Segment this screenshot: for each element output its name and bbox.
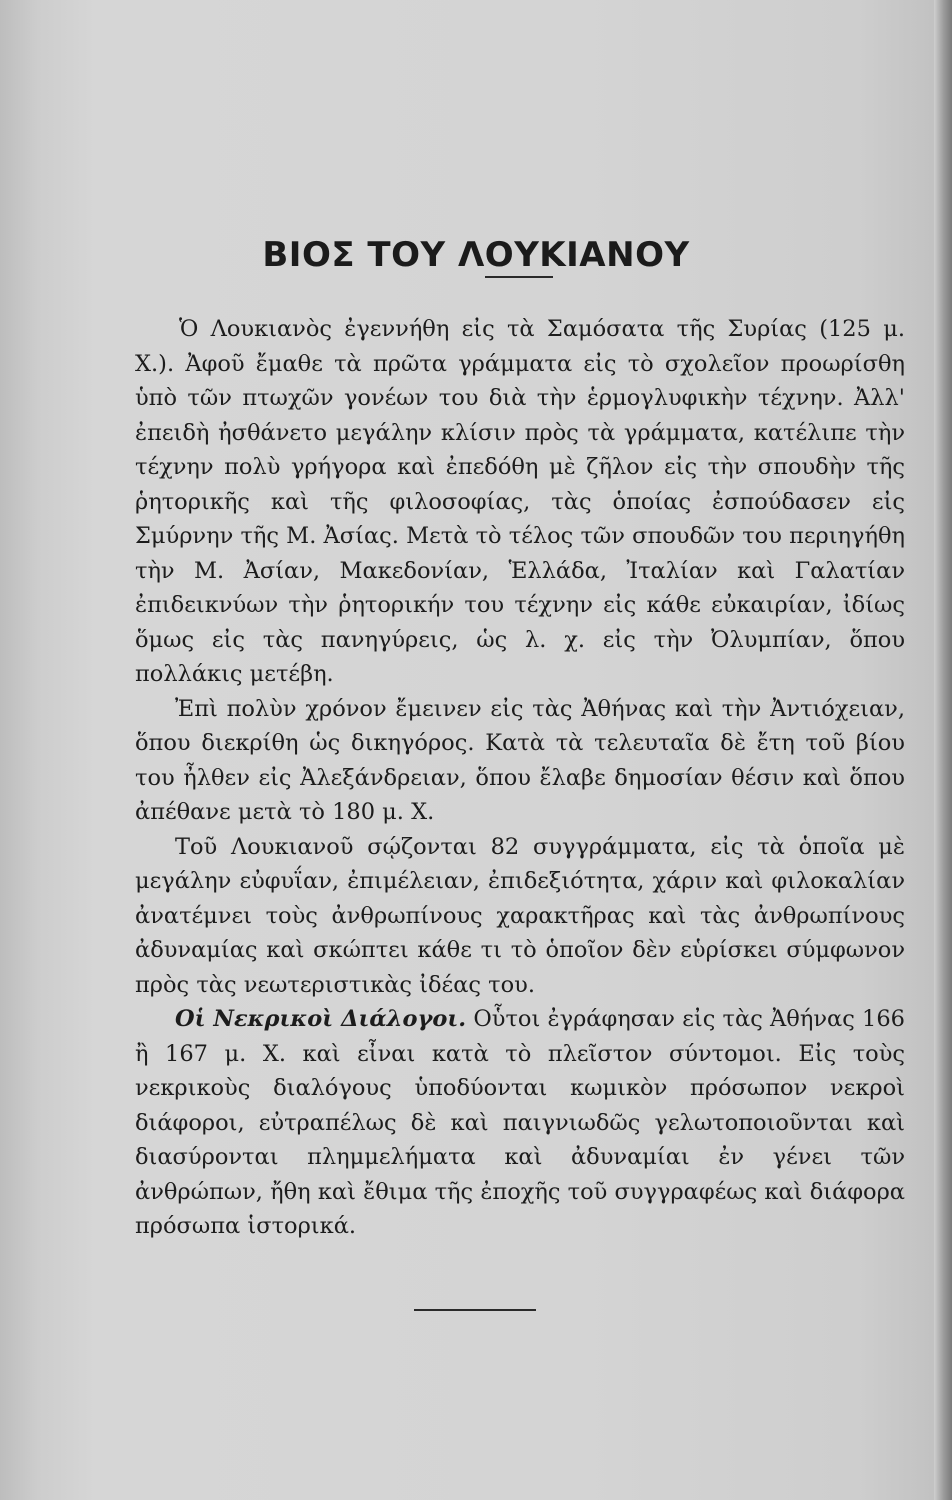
paragraph-1: Ὁ Λουκιανὸς ἐγεννήθη εἰς τὰ Σαμόσατα τῆς Συρίας (125 μ. Χ.). Ἀφοῦ ἔμαθε τὰ πρῶτα γράμματα εἰς τὸ σχολεῖον προωρίσθη ὑπὸ τῶν πτωχῶν γονέων του διὰ τὴν ἑρμογλυφικὴν τέχνην. Ἀλλ' ἐπειδὴ ἠσθάνετο μεγάλην κλίσιν πρὸς τὰ γράμματα, κατέλιπε τὴν τέχνην πολὺ γρήγορα καὶ ἐπεδόθη μὲ ζῆλον εἰς τὴν σπουδὴν τῆς ῥητορικῆς καὶ τῆς φιλοσοφίας, τὰς ὁποίας ἐσπούδασεν εἰς Σμύρνην τῆς Μ. Ἀσίας. Μετὰ τὸ τέλος τῶν σπουδῶν του περιηγήθη τὴν Μ. Ἀσίαν, Μακεδονίαν, Ἑλλάδα, Ἰταλίαν καὶ Γαλατίαν ἐπιδεικνύων τὴν ῥητορικήν του τέχνην εἰς κάθε εὐκαιρίαν, ἰδίως ὅμως εἰς τὰς πανηγύρεις, ὡς λ. χ. εἰς τὴν Ὀλυμπίαν, ὅπου πολλάκις μετέβη. <box>135 316 905 687</box>
section-lead: Οἱ Νεκρικοὶ Διάλογοι. <box>175 1006 467 1032</box>
body-text <box>135 312 905 1244</box>
end-divider <box>414 1309 536 1311</box>
paragraph-2: Ἐπὶ πολὺν χρόνον ἔμεινεν εἰς τὰς Ἀθήνας καὶ τὴν Ἀντιόχειαν, ὅπου διεκρίθη ὡς δικηγόρος. Κατὰ τὰ τελευταῖα δὲ ἔτη τοῦ βίου του ἦλθεν εἰς Ἀλεξάνδρειαν, ὅπου ἔλαβε δημοσίαν θέσιν καὶ ὅπου ἀπέθανε μετὰ τὸ 180 μ. Χ. <box>135 695 905 825</box>
title-divider <box>485 276 553 278</box>
paragraph-3: Τοῦ Λουκιανοῦ σῴζονται 82 συγγράμματα, εἰς τὰ ὁποῖα μὲ μεγάλην εὐφυΐαν, ἐπιμέλειαν, ἐπιδεξιότητα, χάριν καὶ φιλοκαλίαν ἀνατέμνει τοὺς ἀνθρωπίνους χαρακτῆρας καὶ τὰς ἀνθρωπίνους ἀδυναμίας καὶ σκώπτει κάθε τι τὸ ὁποῖον δὲν εὑρίσκει σύμφωνον πρὸς τὰς νεωτεριστικὰς ἰδέας του. <box>135 833 905 998</box>
paragraph-4 <box>135 1002 905 1244</box>
book-spine-shadow <box>934 0 952 1500</box>
paragraph-4-text: Οὗτοι ἐγράφησαν εἰς τὰς Ἀθήνας 166 ἢ 167 μ. Χ. καὶ εἶναι κατὰ τὸ πλεῖστον σύντομοι. Εἰς τοὺς νεκρικοὺς διαλόγους ὑποδύονται κωμικὸν πρόσωπον νεκροὶ διάφοροι, εὐτραπέλως δὲ καὶ παιγνιωδῶς γελωτοποιοῦνται καὶ διασύρονται πλημμελήματα καὶ ἀδυναμίαι ἐν γένει τῶν ἀνθρώπων, ἤθη καὶ ἔθιμα τῆς ἐποχῆς τοῦ συγγραφέως καὶ διάφορα πρόσωπα ἱστορικά. <box>135 1006 905 1239</box>
page-title: ΒΙΟΣ ΤΟΥ ΛΟΥΚΙΑΝΟΥ <box>262 234 690 275</box>
